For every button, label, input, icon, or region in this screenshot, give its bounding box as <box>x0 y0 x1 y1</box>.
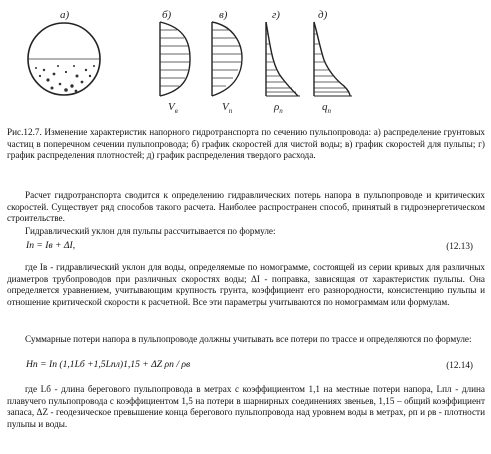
equation-number-12-13: (12.13) <box>446 241 473 251</box>
panel-label-e: д) <box>318 9 328 21</box>
panel-label-b: б) <box>162 9 172 21</box>
velocity-profile-water <box>160 22 190 96</box>
axis-label-rho: $\rho_п$ <box>274 101 283 115</box>
paragraph-4: Суммарные потери напора в пульпопроводе должны учитывать все потери по трассе и определяются по формуле: <box>25 334 472 344</box>
panel-label-d: г) <box>272 9 280 21</box>
pipe-cross-section <box>28 23 100 95</box>
density-distribution <box>266 22 300 96</box>
formula-12-14: Hп = Iп (1,1Lб +1,5Lпл)1,15 + ΔZ ρп / ρв <box>26 359 191 370</box>
paragraph-5: где Lб - длина берегового пульпопровода в метрах с коэффициентом 1,1 на местные потери напора, Lпл - длина плавучего пульпопровода с коэффициентом 1,5 на потери в шарнирных соединениях звеньев, 1,15 – общий коэффициент запаса, ΔZ - геодезическое превышение конца берегового пульпопровода над уровнем воды в метрах, ρп и ρв - плотности пульпы и воды. <box>7 384 485 429</box>
velocity-profile-pulp <box>212 22 242 96</box>
equation-number-12-14: (12.14) <box>446 360 473 370</box>
paragraph-1: Расчет гидротранспорта сводится к определению гидравлических потерь напора в пульпопроводе и критических скоростей. Существует ряд способов такого расчета. Наиболее распространен способ, принятый в гидроэнергетическом строительстве. <box>7 190 485 224</box>
axis-label-vp: $V_п$ <box>222 101 233 115</box>
panel-label-a: а) <box>60 9 70 21</box>
paragraph-2: Гидравлический уклон для пульпы рассчитывается по формуле: <box>25 226 276 236</box>
figure-caption: Рис.12.7. Изменение характеристик напорного гидротранспорта по сечению пульпопровода: а) распределение грунтовых частиц в поперечном сечении пульпопровода; б) график скоростей для чистой воды; в) график скоростей для пульпы; г) график распределения плотностей; д) график распределения твердого расхода. <box>7 127 485 161</box>
axis-label-q: $q_п$ <box>322 101 331 115</box>
paragraph-3: где Iв - гидравлический уклон для воды, определяемые по номограмме, состоящей из серии кривых для различных диаметров трубопроводов при различных скоростях воды; ΔI - поправка, зависящая от характеристик пульпы. Она определяется уравнением, учитывающим крупность грунта, коэффициент его разнородности, консистенцию пульпы и отношение критической скорости к расчетной. Все эти параметры учитываются по номограммам или формулам. <box>7 262 485 307</box>
solid-flow-distribution <box>314 22 352 96</box>
panel-label-c: в) <box>219 9 228 21</box>
axis-label-vv: $V_в$ <box>168 101 178 115</box>
formula-12-13: Iп = Iв + ΔI, <box>26 240 76 251</box>
figure-12-7 <box>14 4 480 116</box>
figure-drawing <box>14 4 480 116</box>
